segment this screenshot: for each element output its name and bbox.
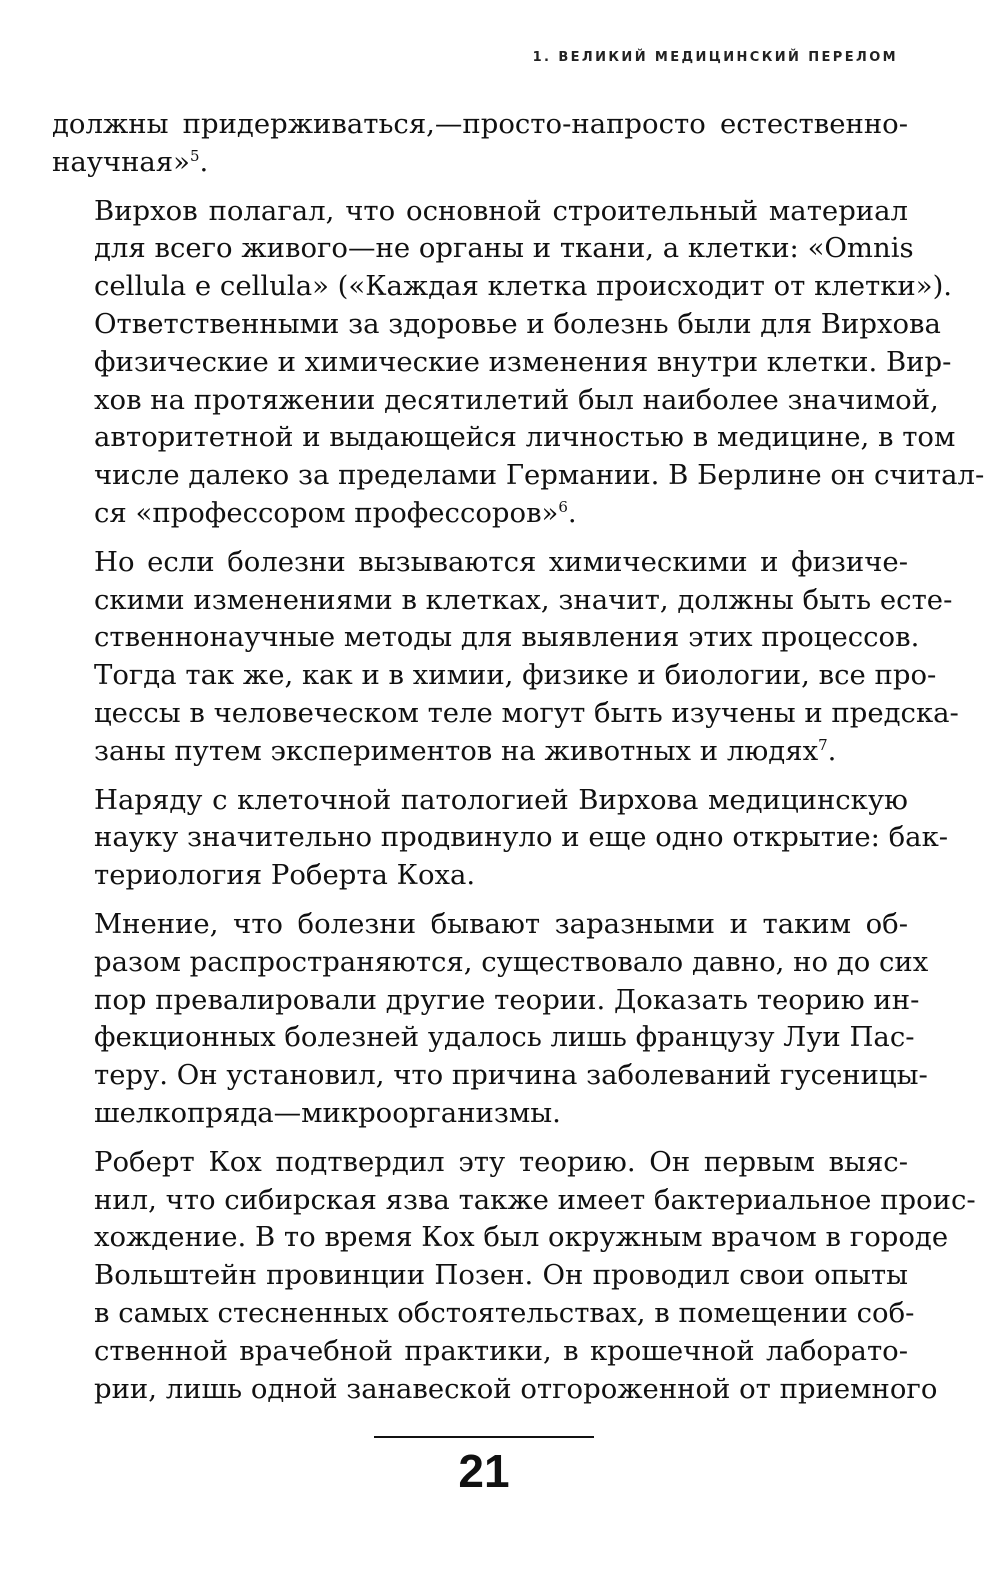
text-line (52, 144, 908, 182)
text-line: должны придерживаться,—просто-напросто естественно- (52, 108, 908, 140)
text-line: в самых стесненных обстоятельствах, в помещении соб- (94, 1296, 915, 1329)
text-line: Вирхов полагал, что основной строительный материал (94, 194, 908, 227)
text-line: цессы в человеческом теле могут быть изучены и предска- (94, 696, 959, 729)
text-line: Ответственными за здоровье и болезнь были для Вирхова (94, 307, 941, 340)
line-text: ся «профессором профессоров» (94, 496, 559, 529)
text-line: рии, лишь одной занавеской отгороженной от приемного (94, 1372, 938, 1405)
paragraph (52, 193, 985, 533)
page-number: 21 (458, 1445, 510, 1497)
text-line: хождение. В то время Кох был окружным врачом в городе (94, 1221, 949, 1254)
paragraph (52, 106, 908, 182)
paragraph (52, 782, 949, 895)
text-line: разом распространяются, существовало давно, но до сих (94, 945, 929, 978)
text-line: скими изменениями в клетках, значит, должны быть есте- (94, 583, 953, 616)
paragraph (52, 1144, 976, 1409)
text-line: Роберт Кох подтвердил эту теорию. Он первым выяс- (94, 1145, 908, 1178)
text-line: cellula e cellula» («Каждая клетка происходит от клетки»). (94, 270, 953, 303)
line-tail: . (567, 496, 577, 529)
footer-rule (374, 1436, 594, 1438)
text-line: для всего живого—не органы и ткани, а клетки: «Omnis (94, 232, 914, 265)
text-line: числе далеко за пределами Германии. В Берлине он считал- (94, 459, 985, 492)
text-line: шелкопряда—микроорганизмы. (94, 1096, 561, 1129)
text-line: науку значительно продвинуло и еще одно открытие: бак- (94, 821, 949, 854)
footnote-ref[interactable]: 7 (818, 735, 828, 754)
line-tail: . (199, 145, 209, 178)
text-line (52, 495, 908, 533)
text-line: териология Роберта Коха. (94, 859, 476, 892)
text-line: нил, что сибирская язва также имеет бактериальное проис- (94, 1183, 976, 1216)
line-text: заны путем экспериментов на животных и людях (94, 734, 819, 767)
footnote-ref[interactable]: 5 (189, 146, 200, 165)
text-line: Мнение, что болезни бывают заразными и таким об- (94, 907, 908, 940)
text-line: ственной врачебной практики, в крошечной лаборато- (94, 1334, 908, 1367)
line-tail: . (827, 734, 837, 767)
text-line: Вольштейн провинции Позен. Он проводил свои опыты (94, 1259, 908, 1292)
line-text: научная» (52, 145, 190, 178)
paragraph (52, 906, 929, 1133)
text-line: ственнонаучные методы для выявления этих процессов. (94, 621, 920, 654)
page-body (52, 106, 985, 1419)
text-line: Наряду с клеточной патологией Вирхова медицинскую (94, 783, 908, 816)
text-line: Тогда так же, как и в химии, физике и биологии, все про- (94, 659, 937, 692)
text-line: физические и химические изменения внутри клетки. Вир- (94, 345, 952, 378)
text-line: теру. Он установил, что причина заболеваний гусеницы- (94, 1059, 928, 1092)
running-head: 1. ВЕЛИКИЙ МЕДИЦИНСКИЙ ПЕРЕЛОМ (532, 50, 898, 65)
paragraph (52, 544, 959, 771)
text-line (52, 733, 908, 771)
text-line: фекционных болезней удалось лишь французу Луи Пас- (94, 1021, 915, 1054)
footnote-ref[interactable]: 6 (558, 497, 568, 516)
text-line: хов на протяжении десятилетий был наиболее значимой, (94, 383, 939, 416)
text-line: Но если болезни вызываются химическими и физиче- (94, 545, 908, 578)
text-line: пор превалировали другие теории. Доказать теорию ин- (94, 983, 920, 1016)
text-line: авторитетной и выдающейся личностью в медицине, в том (94, 421, 956, 454)
